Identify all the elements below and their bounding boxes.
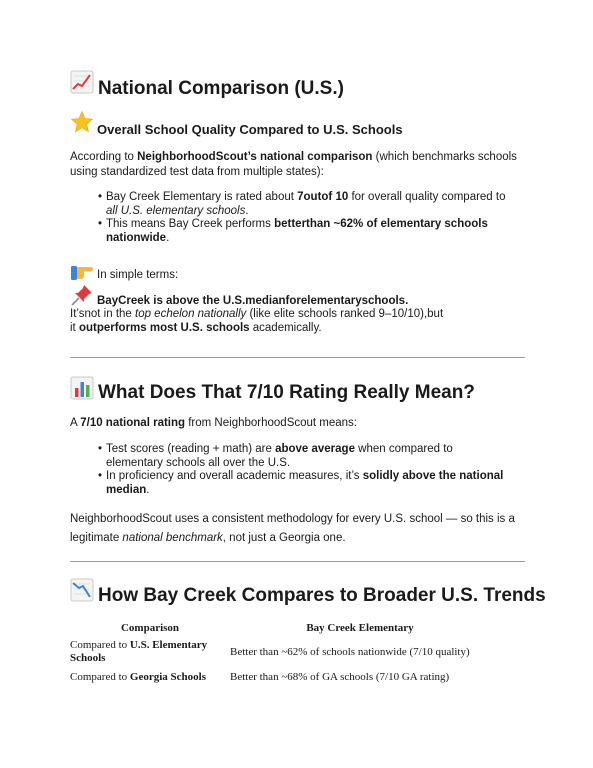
conclusion-line-3: it outperforms most U.S. schools academically.: [70, 322, 322, 334]
table-cell: Compared to U.S. Elementary Schools: [70, 639, 208, 664]
list-item: • This means Bay Creek performs betterthan ~62% of elementary schools nationwide.: [98, 218, 488, 244]
section-title-rating-meaning: What Does That 7/10 Rating Really Mean?: [98, 382, 475, 403]
simple-terms-label: In simple terms:: [97, 269, 179, 281]
table-row: [70, 637, 490, 667]
table-cell: Better than ~68% of GA schools (7/10 GA rating): [230, 671, 450, 683]
section-title-national-comparison: National Comparison (U.S.): [98, 78, 344, 99]
backhand-index-pointing-right-icon: [70, 258, 94, 282]
table-header: Bay Creek Elementary: [306, 622, 414, 634]
conclusion-line-2: It’snot in the top echelon nationally (like elite schools ranked 9–10/10),but: [70, 308, 444, 320]
table-header: Comparison: [120, 622, 180, 634]
section-title-broader-trends: How Bay Creek Compares to Broader U.S. Trends: [98, 585, 546, 606]
table-cell: Compared to Georgia Schools: [70, 671, 206, 683]
list-item: • Bay Creek Elementary is rated about 7outof 10 for overall quality compared to all U.S. elementary schools.: [98, 191, 506, 217]
section-divider: [70, 357, 525, 358]
star-icon: [70, 110, 94, 134]
rating-intro: A 7/10 national rating from NeighborhoodScout means:: [70, 417, 358, 429]
pushpin-icon: [70, 283, 94, 307]
table-row: [70, 667, 490, 687]
intro-paragraph: According to NeighborhoodScout’s national comparison (which benchmarks schools using standardized test data from multiple states):: [70, 151, 517, 178]
list-item: • In proficiency and overall academic measures, it’s solidly above the national median.: [98, 470, 504, 496]
pinned-conclusion: BayCreek is above the U.S.medianforelementaryschools.: [97, 295, 409, 307]
methodology-paragraph: NeighborhoodScout uses a consistent methodology for every U.S. school — so this is a legitimate national benchmark, not just a Georgia one.: [70, 513, 515, 544]
chart-decreasing-icon: [70, 578, 94, 602]
chart-increasing-icon: [70, 70, 94, 94]
section-divider: [70, 561, 525, 562]
list-item: • Test scores (reading + math) are above average when compared to elementary schools all over the U.S.: [98, 443, 453, 469]
comparison-table: [70, 622, 530, 687]
subtitle-overall-quality: Overall School Quality Compared to U.S. Schools: [97, 122, 403, 137]
bar-chart-icon: [70, 376, 94, 400]
table-cell: Better than ~62% of schools nationwide (7/10 quality): [230, 646, 470, 658]
